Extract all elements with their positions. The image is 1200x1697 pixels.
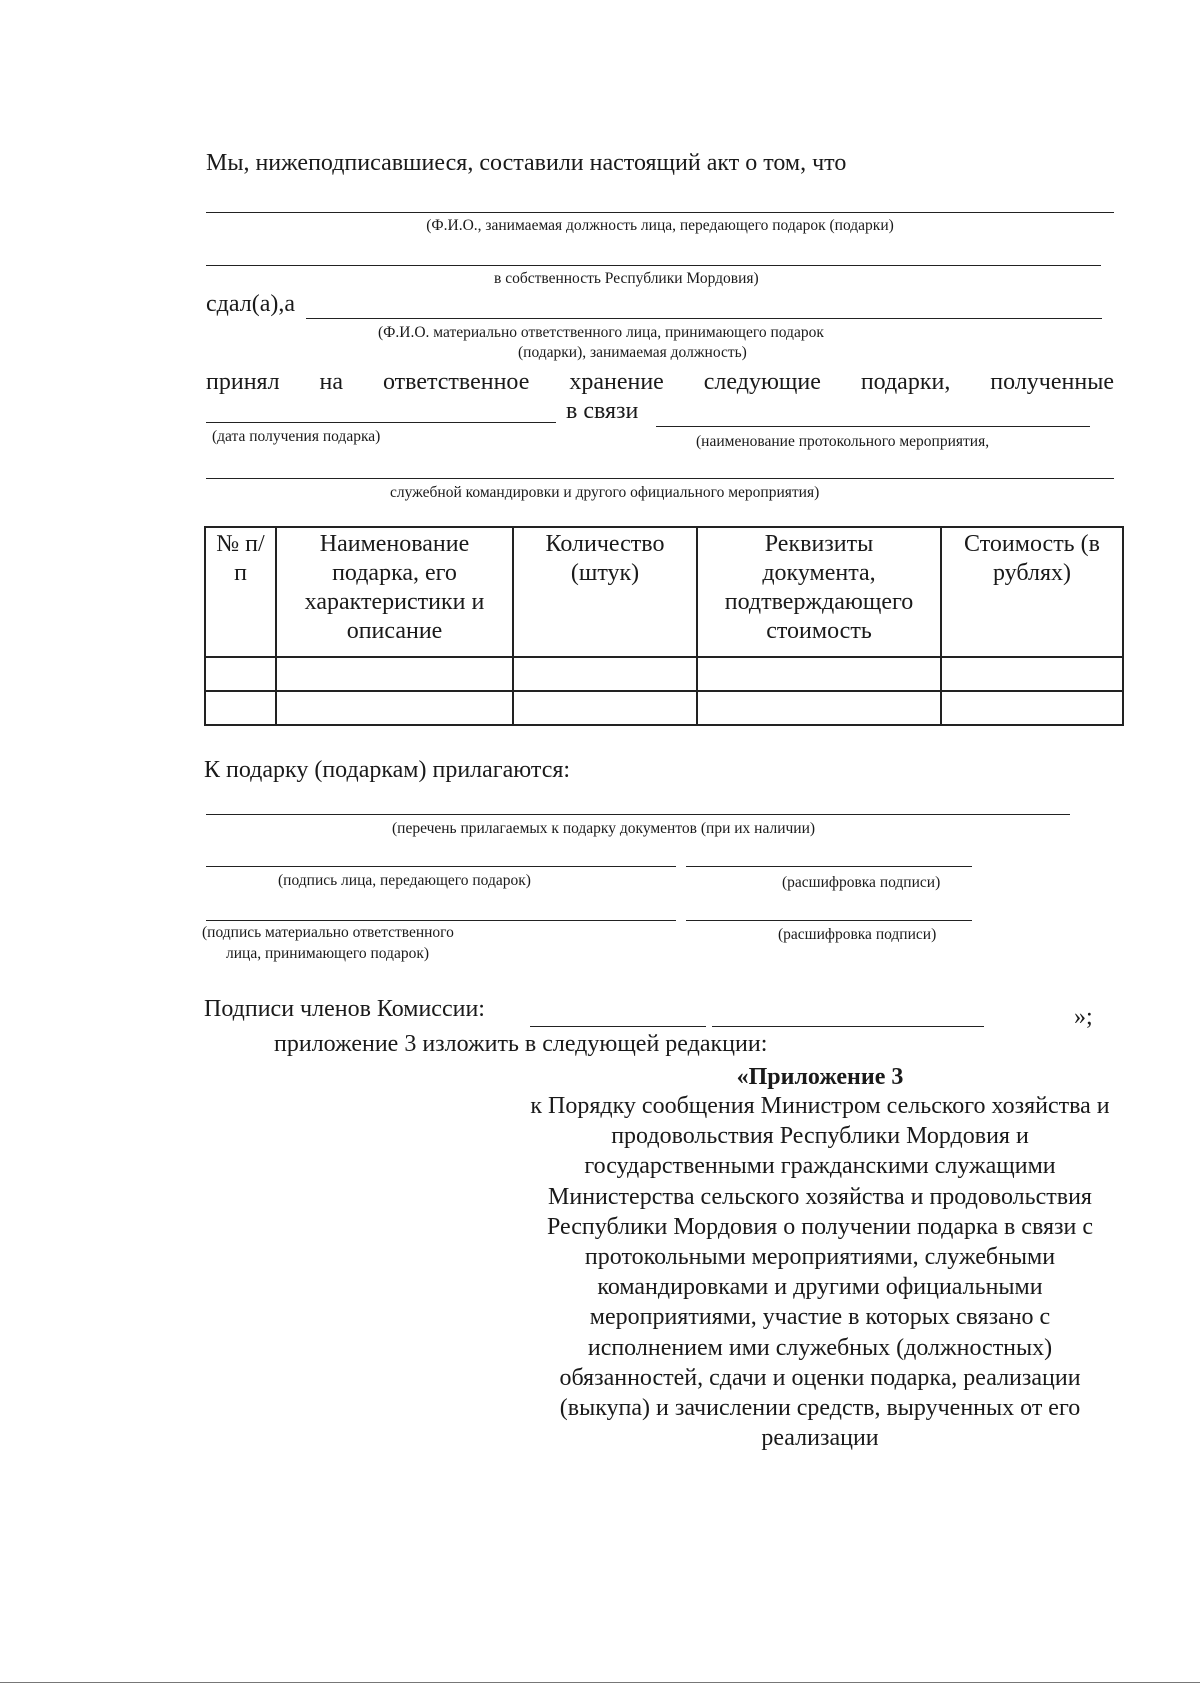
header-document: Реквизиты документа, подтверждающего стоимость: [697, 527, 941, 657]
giver-decode-line: [686, 866, 972, 867]
giver-sign-line: [206, 866, 676, 867]
table-cell: [697, 691, 941, 725]
attachments-label: К подарку (подаркам) прилагаются:: [204, 757, 571, 783]
appendix-text: к Порядку сообщения Министром сельского хозяйства и продовольствия Республики Мордовия и государственными гражданскими служащими Министерства сельского хозяйства и продовольствия Республики Мордовия о получении подарка в связи с протокольными мероприятиями, служебными командировками и другими официальными мероприятиями, участие в которых связано с исполнением ими служебных (должностных) обязанностей, сдачи и оценки подарка, реализации (выкупа) и зачислении средств, вырученных от его реализации: [530, 1093, 1110, 1452]
table-cell: [941, 691, 1123, 725]
intro-text: Мы, нижеподписавшиеся, составили настоящий акт о том, что: [206, 150, 847, 176]
header-cost: Стоимость (в рублях): [941, 527, 1123, 657]
appendix-title: «Приложение 3: [736, 1064, 904, 1090]
in-connection-label: в связи: [566, 398, 639, 424]
table-cell: [513, 657, 697, 691]
page-bottom-edge: [0, 1682, 1200, 1683]
table-cell: [513, 691, 697, 725]
closing-quote: »;: [1074, 1004, 1093, 1030]
table-row: [205, 657, 1123, 691]
receiver-decode-line: [686, 920, 972, 921]
caption-receiver-1: (Ф.И.О. материально ответственного лица, принимающего подарок: [378, 324, 824, 341]
table-cell: [205, 657, 276, 691]
table-row: [205, 691, 1123, 725]
caption-date: (дата получения подарка): [212, 428, 381, 445]
handed-label: сдал(а),а: [206, 291, 295, 317]
caption-giver: (Ф.И.О., занимаемая должность лица, передающего подарок (подарки): [426, 217, 894, 234]
receiver-line: [306, 318, 1102, 319]
caption-sign-receiver-2: лица, принимающего подарок): [226, 945, 430, 962]
event-line-2: [206, 478, 1114, 479]
giver-line: [206, 212, 1114, 213]
gifts-table: [204, 526, 1124, 726]
caption-decode-2: (расшифровка подписи): [778, 926, 937, 943]
accepted-text: принял на ответственное хранение следующие подарки, полученные: [206, 369, 1114, 395]
attachments-line: [206, 814, 1070, 815]
amendment-text: приложение 3 изложить в следующей редакции:: [274, 1031, 768, 1057]
commission-decode-line: [712, 1026, 984, 1027]
caption-ownership: в собственность Республики Мордовия): [494, 270, 759, 287]
caption-sign-receiver-1: (подпись материально ответственного: [202, 924, 454, 941]
table-cell: [276, 691, 513, 725]
event-line: [656, 426, 1090, 427]
commission-sign-line: [530, 1026, 706, 1027]
table-cell: [697, 657, 941, 691]
caption-event-1: (наименование протокольного мероприятия,: [696, 433, 990, 450]
caption-decode-1: (расшифровка подписи): [782, 874, 941, 891]
date-line: [206, 422, 556, 423]
header-quantity: Количество (штук): [513, 527, 697, 657]
caption-receiver-2: (подарки), занимаемая должность): [518, 344, 747, 361]
caption-event-2: служебной командировки и другого официального мероприятия): [390, 484, 820, 501]
ownership-line: [206, 265, 1101, 266]
table-cell: [941, 657, 1123, 691]
caption-attachments: (перечень прилагаемых к подарку документов (при их наличии): [392, 820, 816, 837]
receiver-sign-line: [206, 920, 676, 921]
header-number: № п/п: [205, 527, 276, 657]
header-name: Наименование подарка, его характеристики и описание: [276, 527, 513, 657]
table-cell: [276, 657, 513, 691]
commission-label: Подписи членов Комиссии:: [204, 996, 485, 1022]
table-header-row: [205, 527, 1123, 657]
table-cell: [205, 691, 276, 725]
caption-sign-giver: (подпись лица, передающего подарок): [278, 872, 531, 889]
